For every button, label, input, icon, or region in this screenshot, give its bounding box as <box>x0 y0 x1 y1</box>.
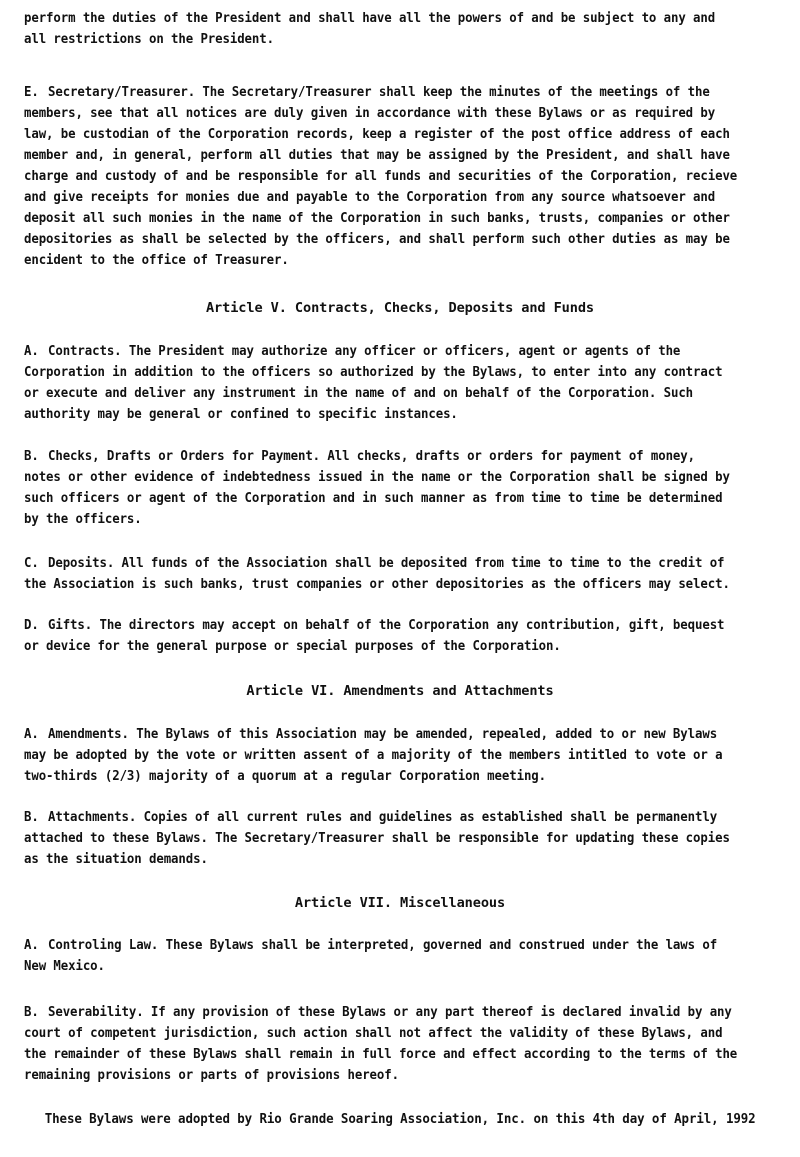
article-v-d-paragraph <box>24 615 738 657</box>
article-vi-heading: Article VI. Amendments and Attachments <box>246 683 554 699</box>
article-v-c-paragraph <box>24 553 738 595</box>
intro-paragraph: perform the duties of the President and shall have all the powers of and be subject to any and all restrictions on the President. <box>24 11 716 47</box>
article-vi-b-label: B. <box>24 810 39 825</box>
article-v-a-label: A. <box>24 344 39 359</box>
article-vi-a-text: Amendments. The Bylaws of this Association may be amended, repealed, added to or new Bylaws may be adopted by the vote or written assent of a majority of the members intitled to vote or a two-thirds (2/3) majority of a quorum at a regular Corporation meeting. <box>24 727 723 784</box>
article-v-c-label: C. <box>24 556 39 571</box>
article-v-b-label: B. <box>24 449 39 464</box>
article-vii-heading: Article VII. Miscellaneous <box>294 895 506 911</box>
article-v-d-label: D. <box>24 618 39 633</box>
adoption-footer <box>0 1110 800 1130</box>
article-vii-b-paragraph <box>24 1002 738 1086</box>
article-vii-b-label: B. <box>24 1005 39 1020</box>
section-e-paragraph <box>24 82 738 271</box>
article-vii-b-text: Severability. If any provision of these Bylaws or any part thereof is declared invalid by any court of competent jurisdiction, such action shall not affect the validity of these Bylaws, and the remainder of these Bylaws shall remain in full force and effect according to the terms of the remaining provisions or parts of provisions hereof. <box>24 1005 738 1083</box>
article-vi-b-paragraph <box>24 807 738 870</box>
article-v-d-text: Gifts. The directors may accept on behalf of the Corporation any contribution, gift, bequest or device for the general purpose or special purposes of the Corporation. <box>24 618 725 654</box>
article-v-b-paragraph <box>24 446 738 530</box>
article-vii-a-text: Controling Law. These Bylaws shall be interpreted, governed and construed under the laws of New Mexico. <box>24 938 718 974</box>
article-v-c-text: Deposits. All funds of the Association shall be deposited from time to time to the credit of the Association is such banks, trust companies or other depositories as the officers may select. <box>24 556 730 592</box>
article-v-a-paragraph <box>24 341 738 425</box>
article-vi-a-paragraph <box>24 724 738 787</box>
article-v-b-text: Checks, Drafts or Orders for Payment. All checks, drafts or orders for payment of money, notes or other evidence of indebtedness issued in the name or the Corporation shall be signed by such officers or agent of the Corporation and in such manner as from time to time be determined by the officers. <box>24 449 730 527</box>
article-v-a-text: Contracts. The President may authorize any officer or officers, agent or agents of the Corporation in addition to the officers so authorized by the Bylaws, to enter into any contract or execute and deliver any instrument in the name of and on behalf of the Corporation. Such authority may be general or confined to specific instances. <box>24 344 723 422</box>
article-vii-a-paragraph <box>24 935 738 977</box>
adoption-footer-text: These Bylaws were adopted by Rio Grande Soaring Association, Inc. on this 4th day of April, 1992 <box>44 1112 756 1127</box>
article-v-heading: Article V. Contracts, Checks, Deposits and Funds <box>205 300 595 316</box>
section-e-text: Secretary/Treasurer. The Secretary/Treasurer shall keep the minutes of the meetings of the members, see that all notices are duly given in accordance with these Bylaws or as required by law, be custodian of the Corporation records, keep a register of the post office address of each member and, in general, perform all duties that may be assigned by the President, and shall have charge and custody of and be responsible for all funds and securities of the Corporation, recieve and give receipts for monies due and payable to the Corporation from any source whatsoever and deposit all such monies in the name of the Corporation in such banks, trusts, companies or other depositories as shall be selected by the officers, and shall perform such other duties as may be encident to the office of Treasurer. <box>24 85 738 268</box>
section-e-label: E. <box>24 85 39 100</box>
article-vi-a-label: A. <box>24 727 39 742</box>
article-vi-b-text: Attachments. Copies of all current rules and guidelines as established shall be permanently attached to these Bylaws. The Secretary/Treasurer shall be responsible for updating these copies as the situation demands. <box>24 810 730 867</box>
article-vii-a-label: A. <box>24 938 39 953</box>
